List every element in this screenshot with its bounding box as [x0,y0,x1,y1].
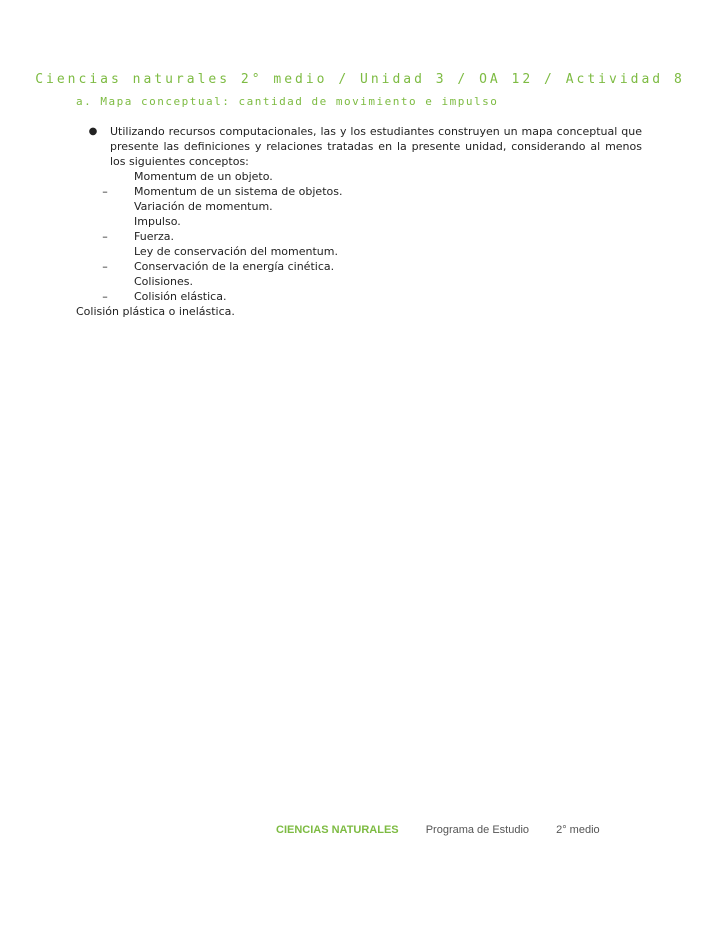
dash-marker: – [102,185,108,198]
page-title: Ciencias naturales 2° medio / Unidad 3 / OA 12 / Actividad 8 [35,72,685,87]
list-item [76,259,642,274]
bullet-icon: ● [88,126,98,137]
dash-marker [76,244,134,259]
list-item-text: Momentum de un sistema de objetos. [134,185,343,198]
section-subheading: a. Mapa conceptual: cantidad de movimiento e impulso [76,95,499,108]
dash-marker: – [102,260,108,273]
trailing-line: Colisión plástica o inelástica. [76,305,235,318]
list-item-text: Colisiones. [134,275,194,288]
document-body [76,124,642,319]
list-item-text: Variación de momentum. [134,200,273,213]
list-item [76,289,642,304]
list-item-text: Conservación de la energía cinética. [134,260,335,273]
list-item [76,274,642,289]
dash-marker [76,199,134,214]
list-item [76,244,642,259]
dash-marker [76,214,134,229]
dash-marker [76,169,134,184]
dash-marker [76,274,134,289]
list-item [76,214,642,229]
dash-marker: – [102,230,108,243]
list-item-text: Impulso. [134,215,181,228]
list-item-text: Fuerza. [134,230,174,243]
list-item [76,184,642,199]
bullet-paragraph [76,124,642,169]
page-footer [276,824,600,836]
list-item [76,199,642,214]
list-item [76,169,642,184]
footer-program: Programa de Estudio [425,824,530,836]
list-item-text: Colisión elástica. [134,290,227,303]
dash-marker: – [102,290,108,303]
footer-brand: CIENCIAS NATURALES [276,824,399,836]
concept-list [76,169,642,304]
bullet-text: Utilizando recursos computacionales, las y los estudiantes construyen un mapa conceptual que presente las definiciones y relaciones tratadas en la presente unidad, considerando al menos los siguientes conceptos: [110,125,642,168]
list-item-text: Momentum de un objeto. [134,170,273,183]
footer-level: 2° medio [556,824,600,836]
list-item [76,229,642,244]
list-item-text: Ley de conservación del momentum. [134,245,338,258]
